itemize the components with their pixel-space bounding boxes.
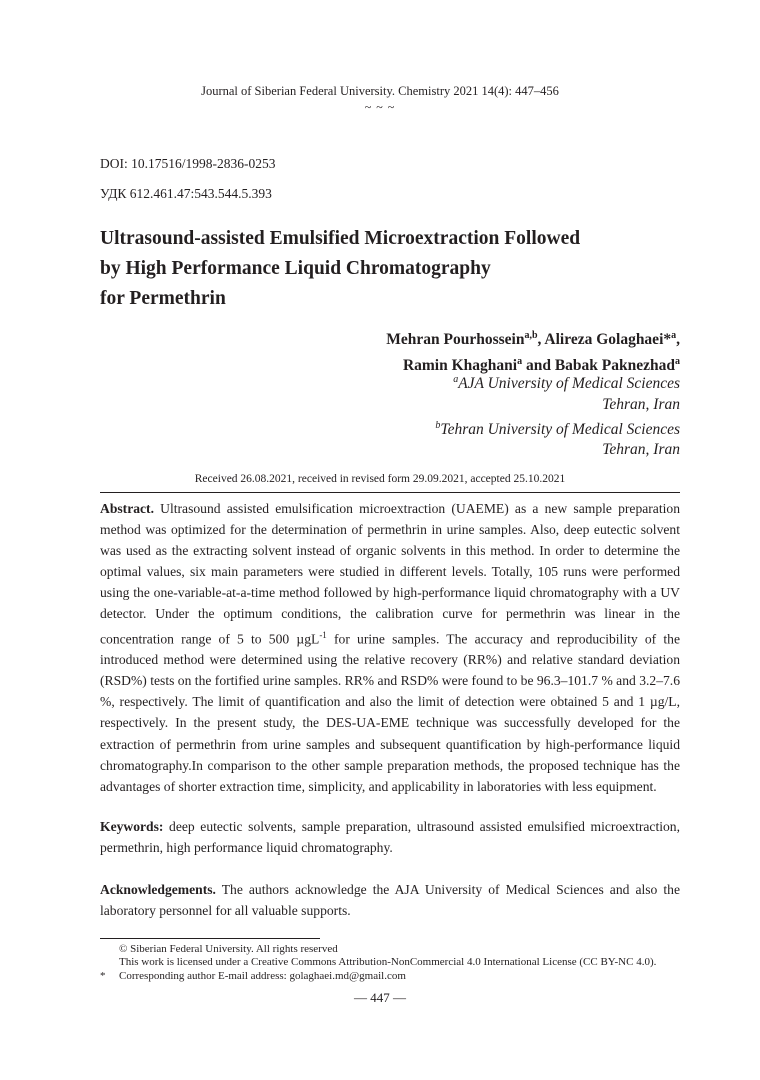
title-line-1: Ultrasound-assisted Emulsified Microextraction Followed — [100, 228, 581, 249]
author-2: , Alireza Golaghaei* — [537, 331, 672, 349]
author-3: Ramin Khaghani — [402, 357, 518, 375]
author-2-comma: , — [676, 331, 680, 349]
author-4: and Babak Paknezhad — [522, 357, 675, 375]
abstract-label: Abstract. — [100, 501, 154, 516]
abstract-text-1: Ultrasound assisted emulsification microextraction (UAEME) as a new sample preparation method was optimized for the determination of permethrin in urine samples. Also, deep eutectic solvent was used as the extracting solvent instead of organic solvents in this method. In order to determine the optimal values, six main parameters were studied in different levels. Totally, 105 runs were performed using the one-variable-at-a-time method followed by high-performance liquid chromatography with a UV detector. Under the optimum conditions, the calibration curve for permethrin was linear in the concentration range of 5 to 500 µgL — [100, 501, 680, 647]
acknowledgements-label: Acknowledgements. — [100, 882, 216, 897]
abstract — [100, 498, 680, 797]
keywords-label: Keywords: — [100, 819, 164, 834]
author-1-affiliation: a,b — [524, 330, 538, 341]
author-2-affiliation: a — [671, 330, 677, 341]
abstract-text-2: for urine samples. The accuracy and reproducibility of the introduced method were determined using the relative recovery (RR%) and relative standard deviation (RSD%) tests on the fortified urine samples. RR% and RSD% were found to be 96.3–101.7 % and 3.2–7.6 %, respectively. The limit of quantification and also the limit of detection were obtained 5 and 1 µg/L, respectively. In the present study, the DES-UA-EME technique was successfully developed for the extraction of permethrin from urine samples and subsequent quantification by high-performance liquid chromatography.In comparison to the other sample preparation methods, the proposed technique has the advantages of shorter extraction time, simplicity, and applicability in laboratories with less equipment. — [100, 631, 680, 794]
authors-line-1 — [386, 325, 680, 351]
affiliation-a — [435, 370, 680, 395]
affiliation-b — [435, 416, 680, 441]
affiliation-a-city: Tehran, Iran — [602, 395, 680, 413]
acknowledgements-text: The authors acknowledge the AJA University of Medical Sciences and also the laboratory personnel for all valuable supports. — [100, 882, 680, 919]
affiliation-b-city: Tehran, Iran — [602, 441, 680, 459]
affiliation-b-name: Tehran University of Medical Sciences — [440, 420, 680, 438]
affiliation-a-name: AJA University of Medical Sciences — [458, 375, 680, 393]
copyright-text: © Siberian Federal University. All rights reserved — [119, 943, 338, 955]
acknowledgements — [100, 879, 680, 921]
corresponding-text: Corresponding author E-mail address: golaghaei.md@gmail.com — [119, 970, 406, 982]
header-separator: ~ ~ ~ — [364, 100, 396, 114]
abstract-superscript: -1 — [319, 629, 327, 640]
udc-code: УДК 612.461.47:543.544.5.393 — [100, 186, 272, 201]
abstract-divider — [100, 492, 680, 493]
received-dates: Received 26.08.2021, received in revised form 29.09.2021, accepted 25.10.2021 — [194, 473, 566, 485]
author-3-affiliation: a — [517, 356, 523, 368]
footnote-star: * — [100, 970, 106, 982]
affiliations — [435, 370, 680, 461]
title-line-2: by High Performance Liquid Chromatography — [100, 258, 491, 279]
page-number: — 447 — — [354, 990, 406, 1005]
affiliation-b-mark: b — [435, 419, 441, 431]
license-text: This work is licensed under a Creative Commons Attribution-NonCommercial 4.0 International License (CC BY-NC 4.0). — [119, 956, 657, 968]
keywords-text: deep eutectic solvents, sample preparation, ultrasound assisted emulsified microextraction, permethrin, high performance liquid chromatography. — [100, 819, 680, 856]
footnote-divider — [100, 938, 320, 939]
title-line-3: for Permethrin — [100, 288, 226, 309]
journal-header: Journal of Siberian Federal University. Chemistry 2021 14(4): 447–456 — [201, 84, 559, 98]
affiliation-a-mark: a — [453, 374, 459, 385]
author-1: Mehran Pourhossein — [386, 331, 525, 349]
author-4-affiliation: a — [675, 356, 680, 368]
keywords — [100, 816, 680, 858]
paper-title — [100, 224, 690, 314]
doi: DOI: 10.17516/1998-2836-0253 — [100, 156, 276, 171]
